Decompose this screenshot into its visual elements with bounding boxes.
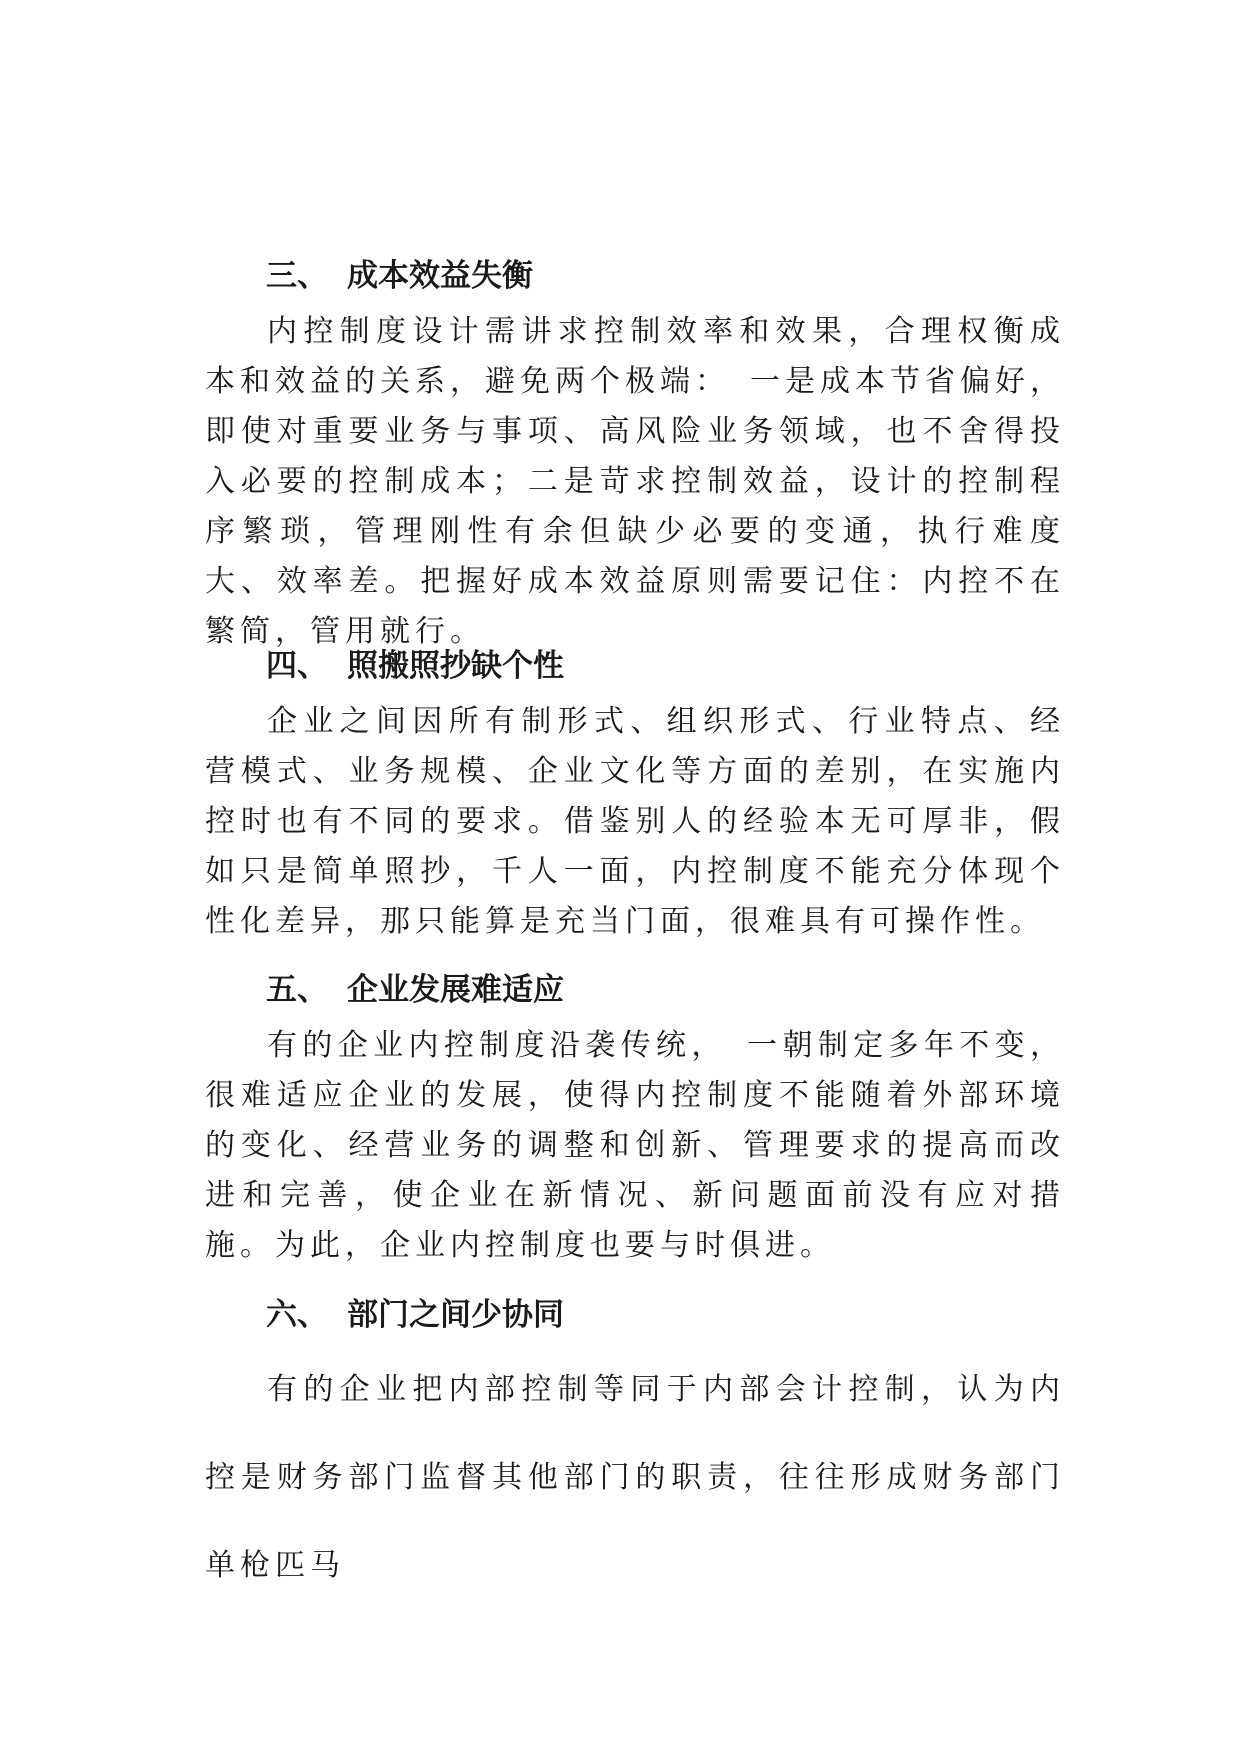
section-title: 成本效益失衡 bbox=[347, 258, 533, 294]
section-heading-5 bbox=[266, 970, 564, 1010]
section-number: 三、 bbox=[266, 258, 328, 294]
section-number: 六、 bbox=[266, 1297, 328, 1333]
section-paragraph-3: 内控制度设计需讲求控制效率和效果，合理权衡成本和效益的关系，避免两个极端： 一是成本节省偏好，即使对重要业务与事项、高风险业务领域，也不舍得投入必要的控制成本；二是苛求控制效益，设计的控制程序繁琐，管理刚性有余但缺少必要的变通，执行难度大、效率差。把握好成本效益原则需要记住：内控不在繁简，管用就行。 bbox=[205, 314, 1065, 649]
section-heading-4 bbox=[266, 646, 564, 686]
section-title: 照搬照抄缺个性 bbox=[347, 648, 564, 684]
section-number: 五、 bbox=[266, 972, 328, 1008]
section-paragraph-6: 有的企业把内部控制等同于内部会计控制，认为内控是财务部门监督其他部门的职责，往往形成财务部门单枪匹马 bbox=[205, 1372, 1065, 1583]
section-heading-6 bbox=[266, 1295, 564, 1335]
section-paragraph-5: 有的企业内控制度沿袭传统， 一朝制定多年不变，很难适应企业的发展，使得内控制度不能随着外部环境的变化、经营业务的调整和创新、管理要求的提高而改进和完善，使企业在新情况、新问题面前没有应对措施。为此，企业内控制度也要与时俱进。 bbox=[205, 1028, 1065, 1263]
section-title: 企业发展难适应 bbox=[347, 972, 564, 1008]
section-paragraph-4: 企业之间因所有制形式、组织形式、行业特点、经营模式、业务规模、企业文化等方面的差别，在实施内控时也有不同的要求。借鉴别人的经验本无可厚非，假如只是简单照抄，千人一面，内控制度不能充分体现个性化差异，那只能算是充当门面，很难具有可操作性。 bbox=[205, 704, 1065, 939]
section-title: 部门之间少协同 bbox=[347, 1297, 564, 1333]
section-number: 四、 bbox=[266, 648, 328, 684]
section-heading-3 bbox=[266, 256, 533, 296]
